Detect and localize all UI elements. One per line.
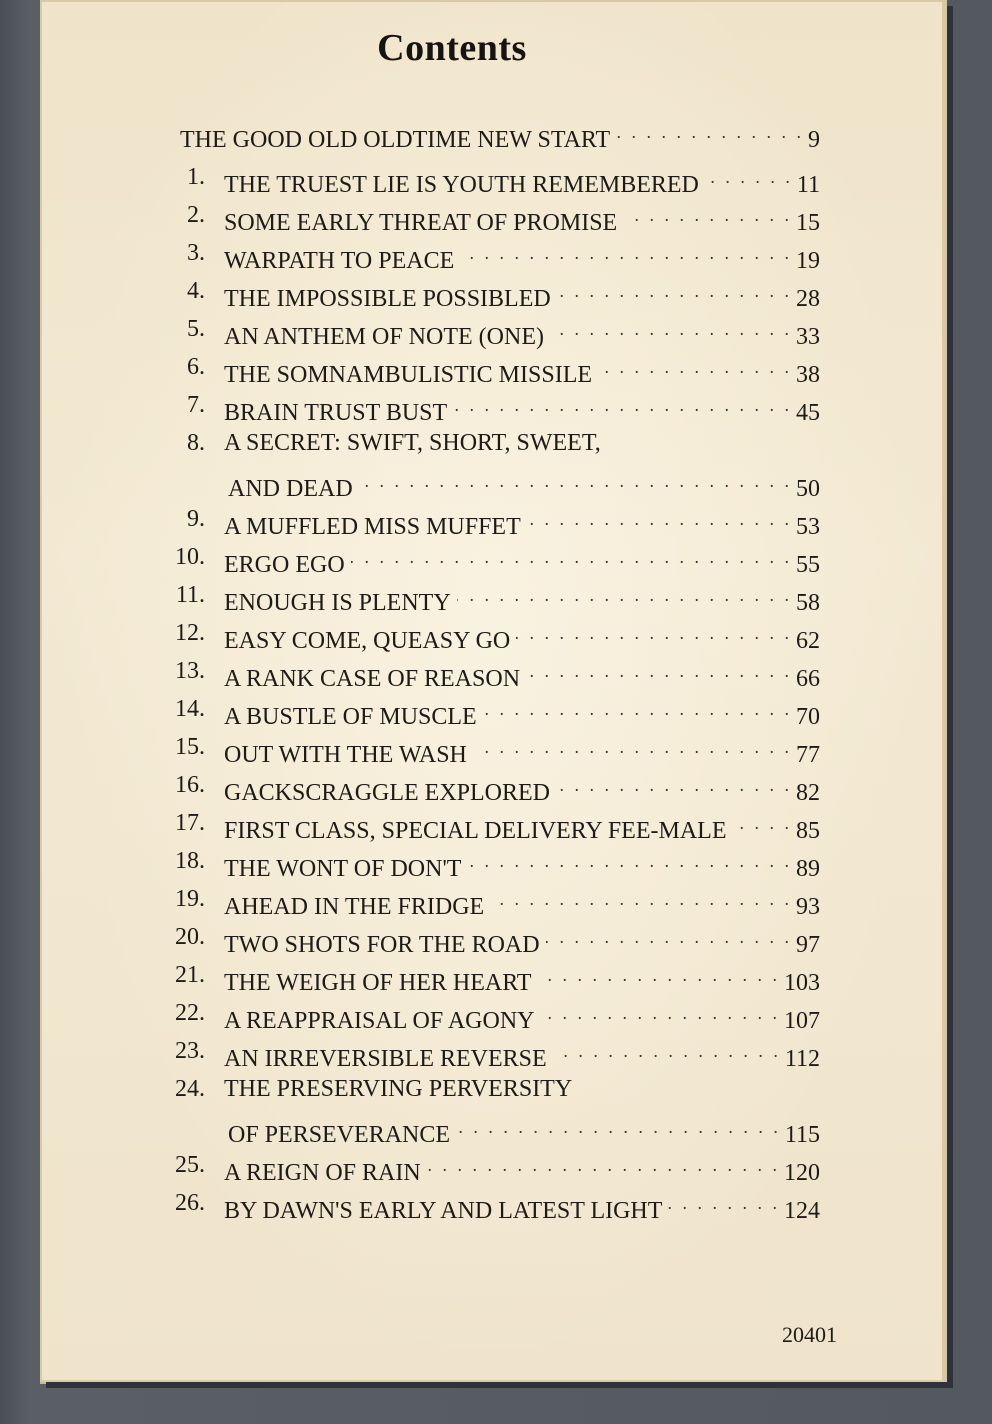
page-number: 9: [808, 127, 820, 153]
entry-title: ENOUGH IS PLENTY: [224, 590, 451, 616]
dot-leader: [546, 922, 792, 952]
toc-entry: [224, 352, 820, 390]
toc-entry: [224, 770, 820, 808]
dot-leader: [516, 618, 792, 648]
toc-entry: [224, 732, 820, 770]
page-number: 89: [796, 856, 820, 882]
toc-entry: [180, 117, 820, 155]
page-number: 19: [796, 248, 820, 274]
chapter-number: 9.: [187, 506, 205, 532]
chapter-number: 3.: [187, 240, 205, 266]
page-number: 120: [784, 1160, 820, 1186]
toc-row: [40, 1036, 820, 1072]
chapter-number: 22.: [175, 1000, 205, 1026]
chapter-number: 18.: [175, 848, 205, 874]
entry-title: THE SOMNAMBULISTIC MISSILE: [224, 362, 593, 388]
chapter-number: 13.: [175, 658, 205, 684]
entry-title: BY DAWN'S EARLY AND LATEST LIGHT: [224, 1198, 663, 1224]
entry-title: GACKSCRAGGLE EXPLORED: [224, 780, 551, 806]
toc-row: [40, 580, 820, 616]
page-number: 115: [784, 1122, 820, 1148]
page-number: 103: [784, 970, 820, 996]
entry-title: OF PERSEVERANCE: [228, 1122, 451, 1148]
chapter-number: 25.: [175, 1152, 205, 1178]
chapter-number: 20.: [175, 924, 205, 950]
page-number: 15: [796, 210, 820, 236]
page-number: 33: [796, 324, 820, 350]
toc-entry: [228, 466, 820, 504]
toc-entry: [224, 504, 820, 542]
chapter-number: 17.: [175, 810, 205, 836]
toc-entry: [224, 428, 820, 458]
toc-entry: [224, 808, 820, 846]
toc-row: [40, 998, 820, 1034]
toc-row: [40, 1188, 820, 1224]
toc-row: [40, 694, 820, 730]
dot-leader: [541, 998, 781, 1028]
chapter-number: 11.: [175, 582, 205, 608]
dot-leader: [616, 117, 804, 147]
chapter-number: 19.: [175, 886, 205, 912]
toc-row: [40, 846, 820, 882]
toc-entry: [224, 846, 820, 884]
toc-row: [40, 922, 820, 958]
page-number: 45: [796, 400, 820, 426]
entry-title: THE IMPOSSIBLE POSSIBLED: [224, 286, 551, 312]
toc-row-continuation: [40, 466, 820, 502]
entry-title: A BUSTLE OF MUSCLE: [224, 704, 477, 730]
entry-title: THE TRUEST LIE IS YOUTH REMEMBERED: [224, 172, 699, 198]
toc-row: [40, 428, 820, 458]
page-number: 85: [796, 818, 820, 844]
chapter-number: 24.: [175, 1076, 205, 1102]
entry-title: BRAIN TRUST BUST: [224, 400, 448, 426]
dot-leader: [483, 694, 792, 724]
toc-entry: [224, 390, 820, 428]
toc-entry: [224, 200, 820, 238]
contents-heading: Contents: [377, 27, 527, 69]
page-number: 11: [796, 172, 820, 198]
page-number: 28: [796, 286, 820, 312]
entry-title: AHEAD IN THE FRIDGE: [224, 894, 485, 920]
chapter-number: 23.: [175, 1038, 205, 1064]
dot-leader: [705, 162, 793, 192]
chapter-number: 15.: [175, 734, 205, 760]
entry-title: A RANK CASE OF REASON: [224, 666, 521, 692]
toc-row: [40, 884, 820, 920]
entry-title: A REAPPRAISAL OF AGONY: [224, 1008, 535, 1034]
toc-row: [40, 656, 820, 692]
toc-row-intro: [40, 117, 820, 153]
toc-row: [40, 238, 820, 274]
dot-leader: [457, 580, 792, 610]
toc-entry: [224, 656, 820, 694]
toc-entry: [224, 238, 820, 276]
page-number: 50: [796, 476, 820, 502]
toc-row: [40, 314, 820, 350]
dot-leader: [473, 732, 792, 762]
page-number: 55: [796, 552, 820, 578]
chapter-number: 2.: [187, 202, 205, 228]
page-number: 53: [796, 514, 820, 540]
page-number: 82: [796, 780, 820, 806]
entry-title: THE WEIGH OF HER HEART: [224, 970, 532, 996]
page-number: 77: [796, 742, 820, 768]
dot-leader: [351, 542, 792, 572]
dot-leader: [668, 1188, 780, 1218]
toc-entry: [228, 1112, 820, 1150]
dot-leader: [526, 656, 792, 686]
toc-row: [40, 732, 820, 768]
toc-row: [40, 1074, 820, 1104]
toc-row: [40, 276, 820, 312]
chapter-number: 1.: [187, 164, 205, 190]
entry-title: A MUFFLED MISS MUFFET: [224, 514, 521, 540]
page-number: 38: [796, 362, 820, 388]
toc-row: [40, 618, 820, 654]
chapter-number: 12.: [175, 620, 205, 646]
dot-leader: [598, 352, 792, 382]
dot-leader: [427, 1150, 780, 1180]
toc-row: [40, 808, 820, 844]
toc-row: [40, 390, 820, 426]
chapter-number: 21.: [175, 962, 205, 988]
toc-row: [40, 960, 820, 996]
chapter-number: 4.: [187, 278, 205, 304]
toc-row: [40, 504, 820, 540]
dot-leader: [557, 276, 792, 306]
page-number: 124: [784, 1198, 820, 1224]
chapter-number: 10.: [175, 544, 205, 570]
toc-row-continuation: [40, 1112, 820, 1148]
dot-leader: [553, 1036, 781, 1066]
dot-leader: [490, 884, 792, 914]
chapter-number: 7.: [187, 392, 205, 418]
toc-entry: [224, 542, 820, 580]
dot-leader: [467, 846, 792, 876]
toc-row: [40, 542, 820, 578]
dot-leader: [456, 1112, 781, 1142]
dot-leader: [359, 466, 792, 496]
entry-title: THE WONT OF DON'T: [224, 856, 462, 882]
catalog-number: 20401: [782, 1322, 837, 1347]
entry-title: ERGO EGO: [224, 552, 345, 578]
toc-row: [40, 162, 820, 198]
toc-entry: [224, 162, 820, 200]
chapter-number: 14.: [175, 696, 205, 722]
chapter-number: 6.: [187, 354, 205, 380]
page-number: 62: [796, 628, 820, 654]
entry-title: TWO SHOTS FOR THE ROAD: [224, 932, 540, 958]
toc-entry: [224, 922, 820, 960]
page-number: 107: [784, 1008, 820, 1034]
entry-title: FIRST CLASS, SPECIAL DELIVERY FEE-MALE: [224, 818, 727, 844]
entry-title: AND DEAD: [228, 476, 353, 502]
toc-row: [40, 1150, 820, 1186]
toc-row: [40, 770, 820, 806]
chapter-number: 5.: [187, 316, 205, 342]
entry-title: AN ANTHEM OF NOTE (ONE): [224, 324, 544, 350]
toc-row: [40, 200, 820, 236]
entry-title: THE PRESERVING PERVERSITY: [224, 1076, 573, 1102]
book-page: [40, 0, 947, 1382]
toc-entry: [224, 580, 820, 618]
entry-title: WARPATH TO PEACE: [224, 248, 455, 274]
toc-entry: [224, 618, 820, 656]
dot-leader: [537, 960, 780, 990]
page-number: 112: [784, 1046, 820, 1072]
chapter-number: 26.: [175, 1190, 205, 1216]
toc-entry: [224, 694, 820, 732]
entry-title: A SECRET: SWIFT, SHORT, SWEET,: [224, 430, 601, 456]
toc-entry: [224, 1188, 820, 1226]
toc-entry: [224, 1074, 820, 1104]
toc-entry: [224, 998, 820, 1036]
dot-leader: [556, 770, 792, 800]
dot-leader: [623, 200, 792, 230]
entry-title: OUT WITH THE WASH: [224, 742, 467, 768]
page-number: 93: [796, 894, 820, 920]
toc-entry: [224, 1150, 820, 1188]
entry-title: A REIGN OF RAIN: [224, 1160, 421, 1186]
entry-title: EASY COME, QUEASY GO: [224, 628, 511, 654]
page-number: 70: [796, 704, 820, 730]
entry-title: AN IRREVERSIBLE REVERSE: [224, 1046, 547, 1072]
dot-leader: [550, 314, 792, 344]
chapter-number: 8.: [187, 430, 205, 456]
toc-entry: [224, 960, 820, 998]
page-number: 58: [796, 590, 820, 616]
toc-entry: [224, 314, 820, 352]
page-number: 66: [796, 666, 820, 692]
dot-leader: [527, 504, 792, 534]
toc-entry: [224, 276, 820, 314]
page-number: 97: [796, 932, 820, 958]
toc-entry: [224, 1036, 820, 1074]
toc-entry: [224, 884, 820, 922]
entry-title: SOME EARLY THREAT OF PROMISE: [224, 210, 618, 236]
toc-row: [40, 352, 820, 388]
chapter-number: 16.: [175, 772, 205, 798]
table-of-contents: [40, 0, 944, 1382]
dot-leader: [453, 390, 792, 420]
dot-leader: [733, 808, 793, 838]
dot-leader: [460, 238, 792, 268]
entry-title: THE GOOD OLD OLDTIME NEW START: [180, 127, 611, 153]
